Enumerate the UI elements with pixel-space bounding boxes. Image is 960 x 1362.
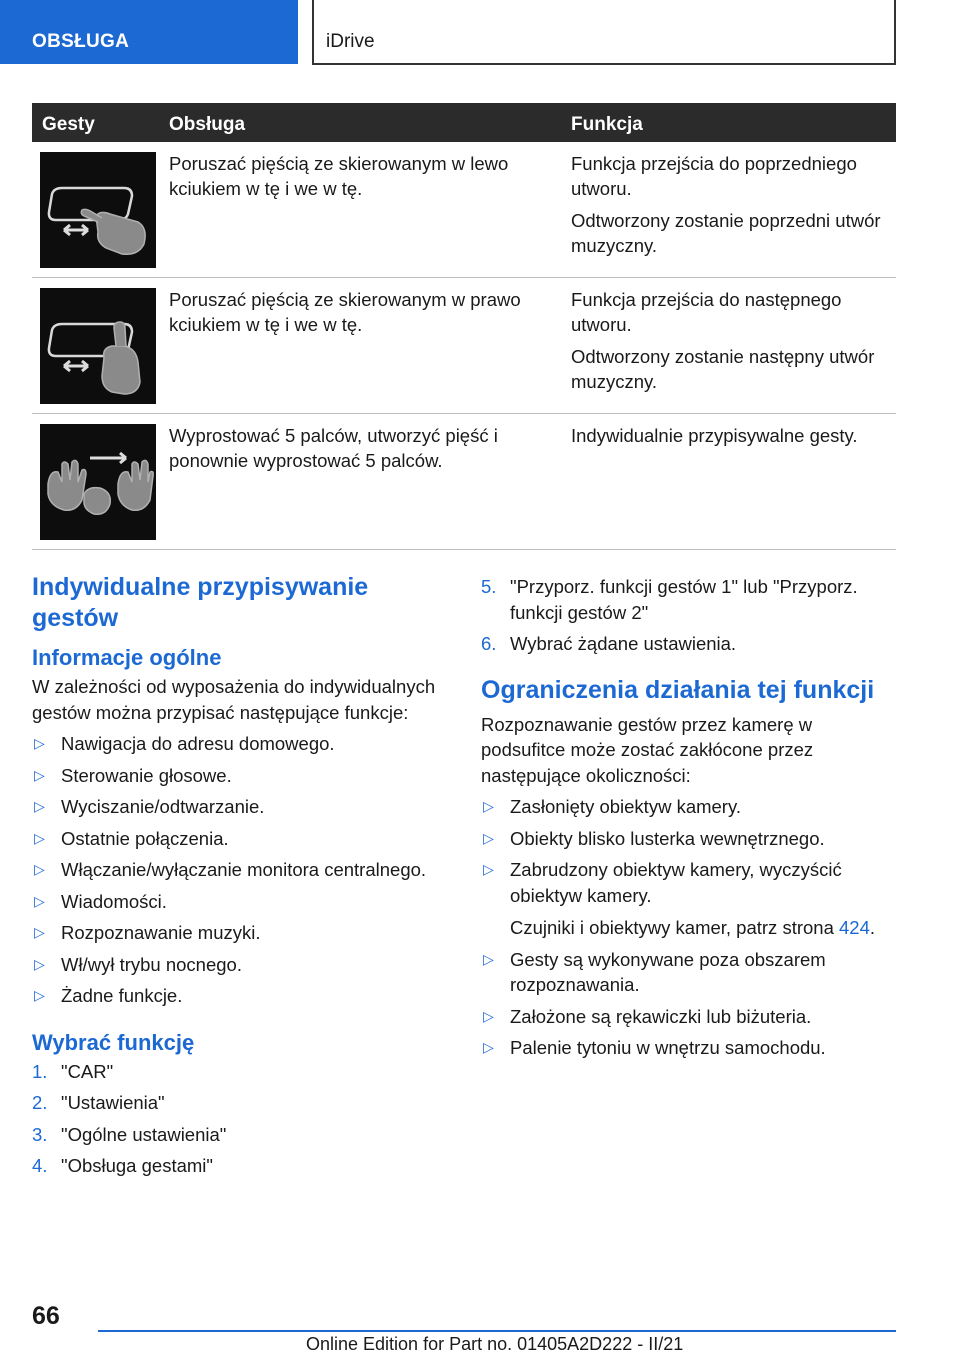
list-item-text: Żadne funkcje.	[61, 985, 183, 1006]
step-number: 3.	[32, 1123, 48, 1145]
list-item	[32, 763, 450, 789]
list-item	[32, 731, 450, 757]
step-text: "Ustawienia"	[61, 1092, 165, 1113]
bullet-triangle-icon: ▷	[34, 987, 45, 1003]
list-item	[481, 857, 899, 908]
list-item-text: Zasłonięty obiektyw kamery.	[510, 796, 741, 817]
list-item	[481, 574, 899, 625]
list-item-text: Wyciszanie/odtwarzanie.	[61, 796, 265, 817]
step-number: 4.	[32, 1155, 48, 1176]
list-item-text: Sterowanie głosowe.	[61, 764, 232, 786]
list-item	[481, 947, 899, 998]
page-number: 66	[32, 1302, 60, 1330]
function-line: Odtworzony zostanie poprzedni utwór muzyczny.	[571, 210, 881, 256]
bullet-triangle-icon: ▷	[483, 798, 494, 814]
bullet-triangle-icon: ▷	[34, 892, 45, 909]
function-text	[571, 423, 891, 448]
operation-text: Poruszać pięścią ze skierowanym w prawo kciukiem w tę i we w tę.	[169, 289, 521, 335]
header-gestures: Gesty	[42, 114, 95, 135]
list-item	[32, 952, 450, 978]
table-row	[32, 414, 896, 550]
limit-note	[481, 915, 899, 941]
chapter-header	[312, 0, 896, 65]
bullet-triangle-icon: ▷	[34, 861, 45, 877]
step-text: "CAR"	[61, 1060, 114, 1082]
list-item	[32, 920, 450, 946]
function-line: Funkcja przejścia do następnego utworu.	[571, 289, 842, 335]
function-text	[571, 151, 891, 258]
bullet-triangle-icon: ▷	[34, 924, 45, 940]
limits-list	[481, 794, 899, 908]
list-item-text: Włączanie/wyłączanie monitora centralnego.	[61, 859, 427, 880]
limits-list-continued	[481, 947, 899, 1061]
list-item	[32, 1122, 450, 1148]
list-item-text: Nawigacja do adresu domowego.	[61, 733, 335, 754]
page-link[interactable]: 424	[839, 917, 870, 938]
steps-list	[32, 1059, 450, 1179]
operation-text: Wyprostować 5 palców, utworzyć pięść i ponownie wyprostować 5 palców.	[169, 425, 498, 471]
note-suffix: .	[869, 917, 876, 938]
subsection-heading: Wybrać funkcję	[32, 1029, 195, 1055]
step-text: "Obsługa gestami"	[61, 1155, 213, 1176]
step-number: 6.	[481, 633, 497, 654]
list-item	[32, 857, 450, 883]
functions-list	[32, 731, 450, 1009]
subsection-heading: Informacje ogólne	[32, 645, 222, 670]
limits-text: Rozpoznawanie gestów przez kamerę w podsufitce może zostać zakłócone przez następujące okoliczności:	[481, 713, 814, 786]
edition-text: Online Edition for Part no. 01405A2D222 - II/21	[306, 1334, 684, 1354]
swipe-left-gesture-icon	[40, 152, 156, 268]
list-item-text: Wł/wył trybu nocnego.	[61, 953, 242, 975]
bullet-triangle-icon: ▷	[483, 1039, 494, 1055]
open-close-hand-gesture-icon	[40, 424, 156, 540]
list-item-text: Wiadomości.	[61, 890, 167, 912]
list-item-text: Gesty są wykonywane poza obszarem rozpoznawania.	[510, 948, 826, 995]
table-header	[32, 103, 896, 142]
list-item	[32, 826, 450, 852]
section-tab	[0, 0, 298, 64]
list-item	[32, 1090, 450, 1116]
list-item-text: Zabrudzony obiektyw kamery, wyczyścić obiektyw kamery.	[510, 859, 842, 906]
section-heading: Ograniczenia działania tej funkcji	[481, 675, 875, 704]
step-text: Wybrać żądane ustawienia.	[510, 633, 737, 654]
function-text	[571, 287, 891, 394]
list-item	[481, 1004, 899, 1030]
list-item-text: Założone są rękawiczki lub biżuteria.	[510, 1005, 812, 1027]
bullet-triangle-icon: ▷	[483, 950, 494, 967]
table-row	[32, 142, 896, 278]
general-text: W zależności od wyposażenia do indywidualnych gestów można przypisać następujące funkcje:	[32, 676, 436, 723]
function-line: Funkcja przejścia do poprzedniego utworu.	[571, 153, 857, 199]
list-item	[32, 983, 450, 1009]
section-label: OBSŁUGA	[32, 31, 130, 52]
list-item	[481, 826, 899, 852]
header-function: Funkcja	[571, 114, 643, 135]
bullet-triangle-icon: ▷	[34, 735, 45, 751]
table-row	[32, 278, 896, 414]
section-heading: Indywidualne przypisywanie gestów	[32, 573, 369, 632]
header-operation: Obsługa	[169, 114, 246, 135]
operation-text: Poruszać pięścią ze skierowanym w lewo kciukiem w tę i we w tę.	[169, 153, 509, 199]
function-line: Indywidualnie przypisywalne gesty.	[571, 425, 858, 446]
list-item-text: Ostatnie połączenia.	[61, 827, 229, 849]
bullet-triangle-icon: ▷	[483, 829, 494, 846]
note-text: Czujniki i obiektywy kamer, patrz strona	[510, 917, 840, 938]
right-column	[481, 572, 899, 1061]
list-item	[481, 631, 899, 657]
swipe-right-gesture-icon	[40, 288, 156, 404]
gesture-table	[32, 103, 896, 550]
step-text: "Ogólne ustawienia"	[61, 1123, 227, 1145]
list-item-text: Rozpoznawanie muzyki.	[61, 922, 261, 943]
list-item	[32, 1153, 450, 1179]
bullet-triangle-icon: ▷	[34, 798, 45, 814]
bullet-triangle-icon: ▷	[34, 766, 45, 783]
list-item	[481, 794, 899, 820]
step-number: 5.	[481, 576, 497, 597]
bullet-triangle-icon: ▷	[34, 955, 45, 972]
step-number: 2.	[32, 1092, 48, 1113]
footer-divider	[98, 1330, 896, 1332]
bullet-triangle-icon: ▷	[483, 1007, 494, 1024]
list-item-text: Obiekty blisko lusterka wewnętrznego.	[510, 827, 825, 849]
list-item	[481, 1035, 899, 1061]
list-item-text: Palenie tytoniu w wnętrzu samochodu.	[510, 1037, 826, 1058]
chapter-title: iDrive	[326, 31, 375, 52]
list-item	[32, 889, 450, 915]
step-number: 1.	[32, 1060, 48, 1082]
step-text: "Przyporz. funkcji gestów 1" lub "Przyporz. funkcji gestów 2"	[510, 576, 858, 623]
bullet-triangle-icon: ▷	[483, 861, 494, 877]
steps-list-continued	[481, 574, 899, 657]
function-line: Odtworzony zostanie następny utwór muzyczny.	[571, 346, 875, 392]
list-item	[32, 794, 450, 820]
bullet-triangle-icon: ▷	[34, 829, 45, 846]
list-item	[32, 1059, 450, 1085]
left-column	[32, 572, 450, 1179]
